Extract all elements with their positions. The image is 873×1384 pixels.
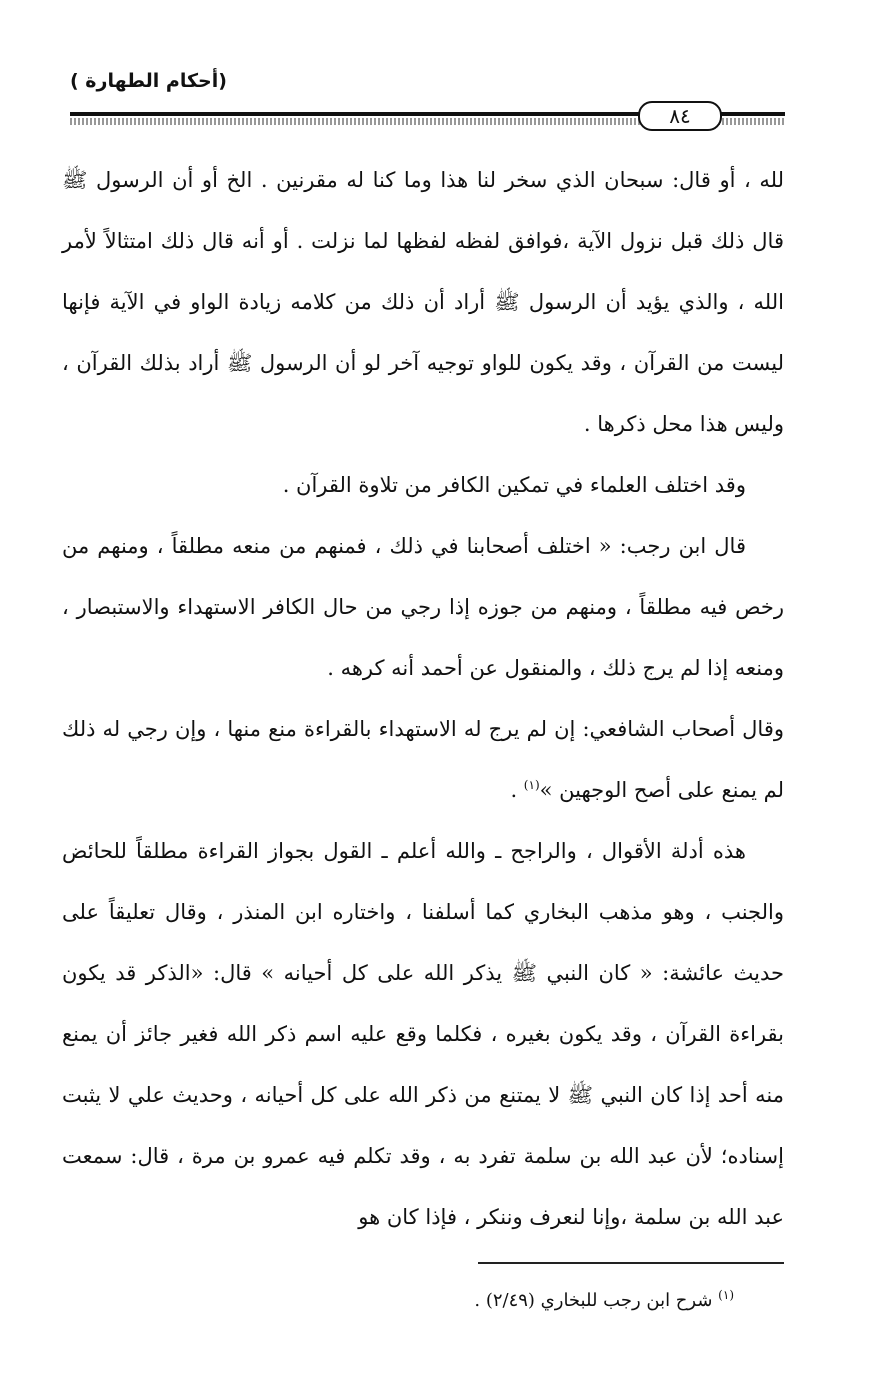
paragraph-2: وقد اختلف العلماء في تمكين الكافر من تلاوة القرآن . [282,473,746,497]
page-number: ٨٤ [669,104,691,128]
paragraph-5: هذه أدلة الأقوال ، والراجح ـ والله أعلم ـ القول بجواز القراءة مطلقاً للحائض والجنب ، وهو مذهب البخاري كما أسلفنا ، واختاره ابن المنذر ، وقال تعليقاً على حديث عائشة: « كان النبي ﷺ يذكر الله على كل أحيانه » قال: «الذكر قد يكون بقراءة القرآن ، وقد يكون بغيره ، فكلما وقع عليه اسم ذكر الله فغير جائز أن يمنع منه أحد إذا كان النبي ﷺ لا يمتنع من ذكر الله على كل أحيانه ، وحديث علي لا يثبت إسناده؛ لأن عبد الله بن سلمة تفرد به ، وقد تكلم فيه عمرو بن مرة ، قال: سمعت عبد الله بن سلمة ،وإنا لنعرف وننكر ، فإذا كان هو [62,839,784,1229]
main-text [62,150,784,1248]
paragraph-1: لله ، أو قال: سبحان الذي سخر لنا هذا وما كنا له مقرنين . الخ أو أن الرسول ﷺ قال ذلك قبل نزول الآية ،فوافق لفظه لفظها لما نزلت . أو أنه قال ذلك امتثالاً لأمر الله ، والذي يؤيد أن الرسول ﷺ أراد أن ذلك من كلامه زيادة الواو في الآية فإنها ليست من القرآن ، وقد يكون للواو توجيه آخر لو أن الرسول ﷺ أراد بذلك القرآن ، وليس هذا محل ذكرها . [62,168,784,436]
footnote-text: شرح ابن رجب للبخاري (٢/٤٩) . [474,1290,713,1311]
paragraph-4-end: . [510,778,524,802]
footnote-reference[interactable]: (١) [523,778,540,792]
page-number-badge [638,101,722,131]
footnote-marker: (١) [718,1288,734,1302]
paragraph-4 [62,699,784,821]
running-header-title: (أحكام الطهارة ) [70,70,227,92]
paragraph-3: قال ابن رجب: « اختلف أصحابنا في ذلك ، فمنهم من منعه مطلقاً ، ومنهم من رخص فيه مطلقاً ، ومنهم من جوزه إذا رجي من حال الكافر الاستهداء والاستبصار ، ومنعه إذا لم يرج ذلك ، والمنقول عن أحمد أنه كرهه . [62,534,784,680]
footnote-separator [478,1262,784,1264]
paragraph-4-text: وقال أصحاب الشافعي: إن لم يرج له الاستهداء بالقراءة منع منها ، وإن رجي له ذلك لم يمنع على أصح الوجهين » [62,717,784,802]
footnote [62,1286,734,1316]
